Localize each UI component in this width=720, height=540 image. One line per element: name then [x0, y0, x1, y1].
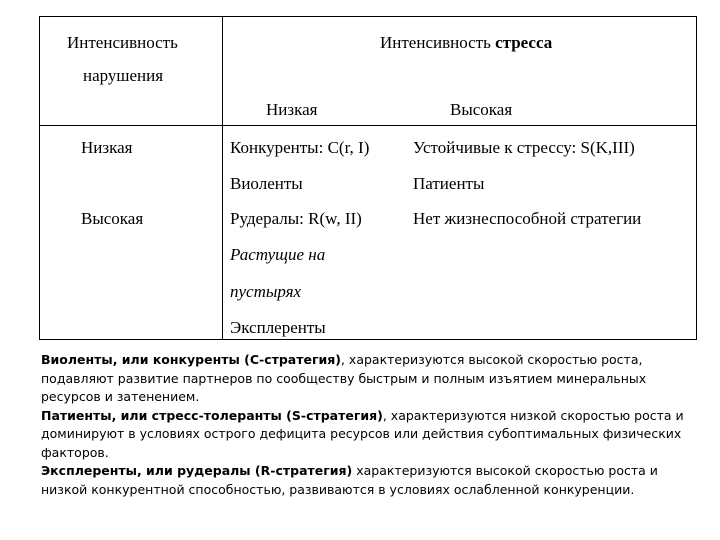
column-low-stress: Низкая: [266, 100, 318, 119]
cell-competitors: Конкуренты: C(r, I): [230, 138, 370, 157]
note-violents: [41, 351, 691, 407]
note-explerents: [41, 462, 691, 499]
table-column-divider: [222, 16, 223, 340]
strategy-notes: [41, 351, 691, 499]
header-disturbance-line1: Интенсивность: [67, 33, 178, 52]
cell-stress-tolerant: Устойчивые к стрессу: S(K,III): [413, 138, 635, 157]
row-high-disturbance: Высокая: [81, 209, 144, 228]
row-low-disturbance: Низкая: [81, 138, 133, 157]
cell-ruderals: Рудералы: R(w, II): [230, 209, 362, 228]
column-high-stress: Высокая: [450, 100, 513, 119]
cell-wastelands-line2: пустырях: [230, 282, 302, 301]
cell-patients: Патиенты: [413, 174, 485, 193]
cell-violents: Виоленты: [230, 174, 303, 193]
header-stress-bold: стресса: [495, 33, 553, 52]
note-patients: [41, 407, 691, 463]
note-explerents-term: Эксплеренты, или рудералы (R-стратегия): [41, 463, 353, 478]
header-stress: [380, 33, 552, 53]
cell-explerents: Эксплеренты: [230, 318, 326, 337]
note-patients-text: , характеризуются низкой скоростью роста и доминируют в условиях острого дефицита ресурсов или действия субоптимальных физических факторов.: [41, 407, 684, 460]
strategy-table: [39, 16, 697, 340]
table-header-divider: [39, 125, 697, 126]
cell-wastelands-line1: Растущие на: [230, 245, 326, 264]
note-patients-term: Патиенты, или стресс-толеранты (S-стратегия): [41, 407, 383, 423]
cell-no-strategy: Нет жизнеспособной стратегии: [413, 209, 642, 228]
header-disturbance-line2: нарушения: [83, 66, 164, 85]
note-violents-text: , характеризуются высокой скоростью роста, подавляют развитие партнеров по сообществу быстрым и полным изъятием минеральных ресурсов и затенением.: [41, 352, 647, 404]
header-stress-prefix: Интенсивность: [380, 33, 496, 52]
note-explerents-text: характеризуются высокой скоростью роста и низкой конкурентной способностью, развиваются в условиях ослабленной конкуренции.: [41, 463, 658, 497]
note-violents-term: Виоленты, или конкуренты (С-стратегия): [41, 352, 341, 367]
